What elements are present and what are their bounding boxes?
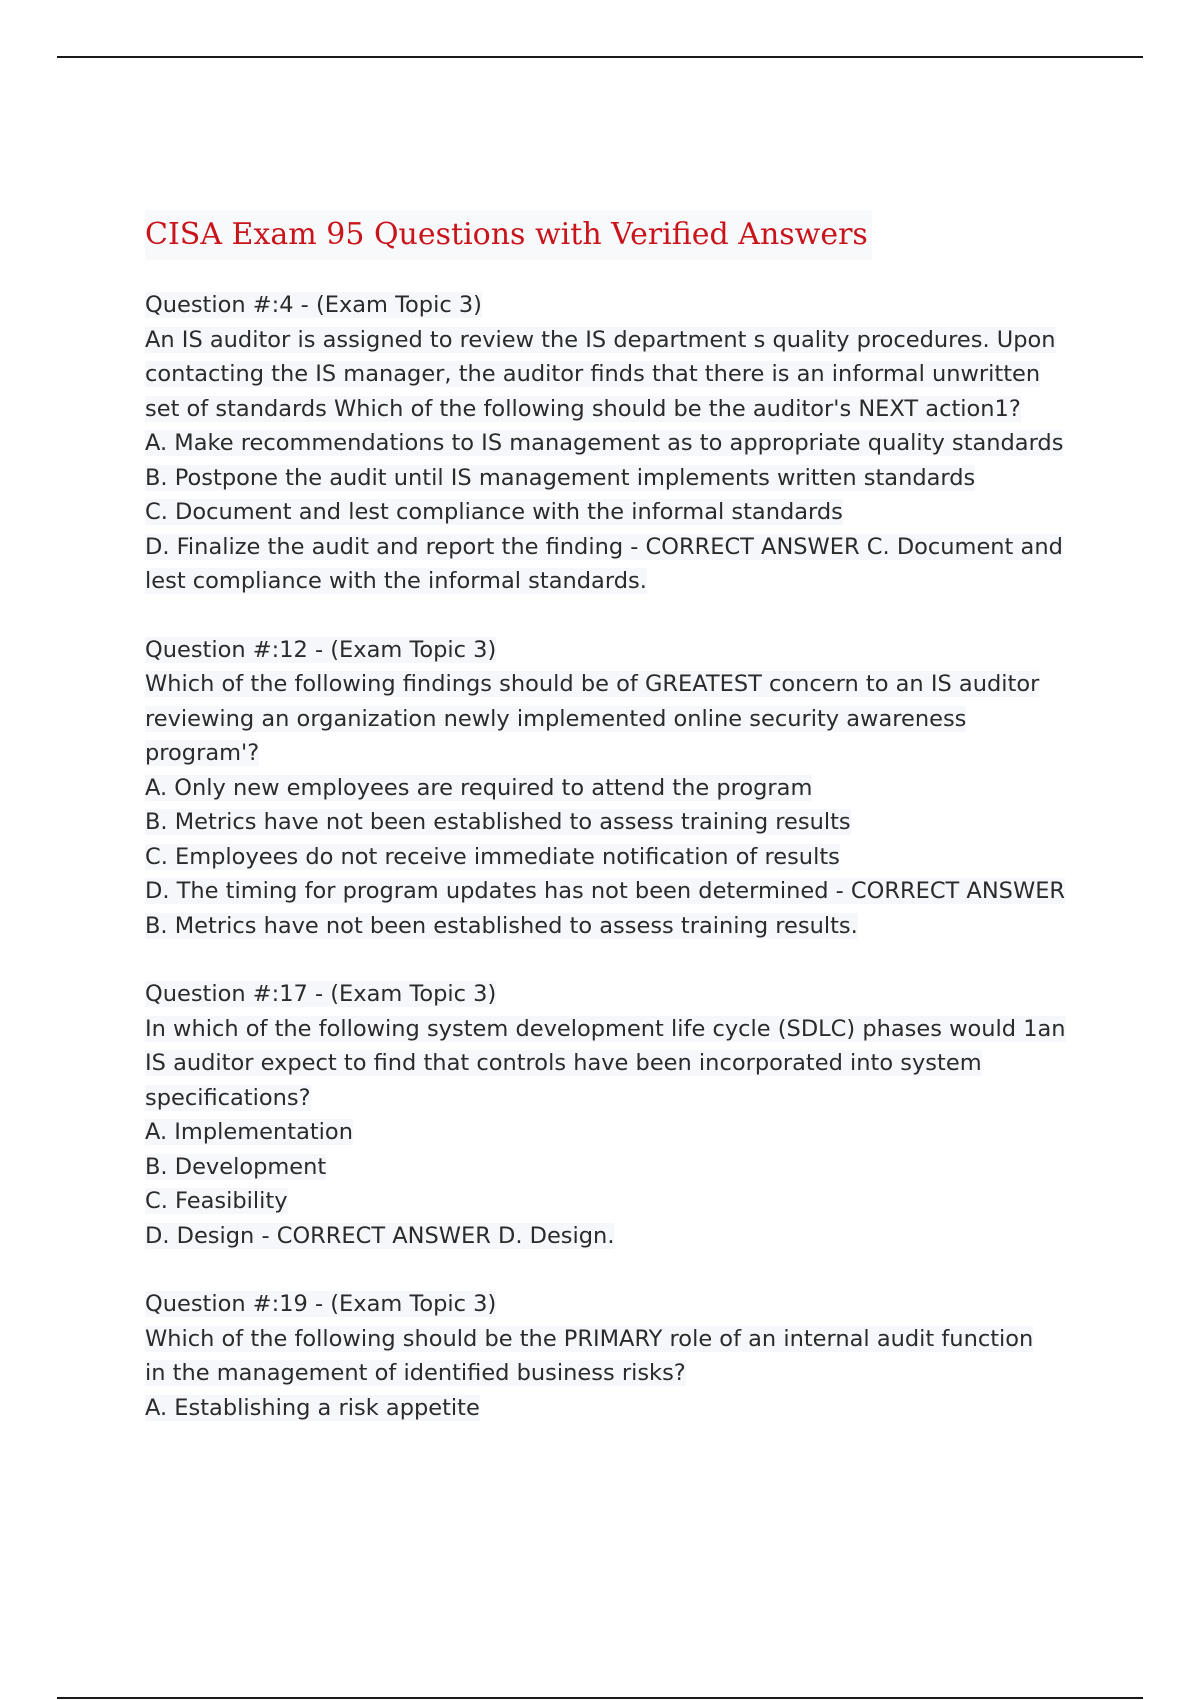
answer-option-c: C. Document and lest compliance with the informal standards [145, 499, 843, 525]
answer-option-d: D. Finalize the audit and report the finding - CORRECT ANSWER C. Document and [145, 533, 1063, 560]
question-text: contacting the IS manager, the auditor finds that there is an informal unwritten [145, 361, 1041, 387]
correct-answer: B. Metrics have not been established to assess training results. [145, 912, 858, 939]
correct-answer: lest compliance with the informal standards. [145, 568, 647, 594]
answer-option-a: A. Implementation [145, 1119, 353, 1145]
question-block-12 [145, 633, 1085, 944]
answer-option-d: D. The timing for program updates has not been determined - CORRECT ANSWER [145, 878, 1066, 904]
answer-option-a: A. Make recommendations to IS management as to appropriate quality standards [145, 430, 1064, 456]
question-text: Which of the following should be the PRIMARY role of an internal audit function [145, 1325, 1034, 1352]
question-text: reviewing an organization newly implemented online security awareness [145, 705, 967, 732]
question-text: program'? [145, 740, 260, 766]
question-block-17 [145, 977, 1085, 1253]
header-rule [57, 56, 1143, 58]
question-block-4 [145, 288, 1085, 599]
question-heading: Question #:19 - (Exam Topic 3) [145, 1291, 497, 1317]
question-heading: Question #:4 - (Exam Topic 3) [145, 292, 482, 318]
document-body [145, 210, 1085, 1459]
question-text: set of standards Which of the following should be the auditor's NEXT action1? [145, 395, 1021, 422]
question-heading: Question #:17 - (Exam Topic 3) [145, 981, 497, 1007]
answer-option-b: B. Metrics have not been established to assess training results [145, 809, 851, 835]
answer-option-c: C. Employees do not receive immediate notification of results [145, 843, 840, 870]
question-text: IS auditor expect to find that controls have been incorporated into system [145, 1050, 982, 1076]
question-text: in the management of identified business risks? [145, 1360, 686, 1386]
question-text: Which of the following findings should be of GREATEST concern to an IS auditor [145, 671, 1040, 697]
answer-option-c: C. Feasibility [145, 1188, 288, 1214]
footer-rule [57, 1697, 1143, 1699]
question-heading: Question #:12 - (Exam Topic 3) [145, 636, 497, 663]
answer-option-d: D. Design - CORRECT ANSWER D. Design. [145, 1222, 615, 1249]
answer-option-a: A. Only new employees are required to attend the program [145, 774, 813, 801]
question-text: In which of the following system development life cycle (SDLC) phases would 1an [145, 1015, 1066, 1042]
document-title: CISA Exam 95 Questions with Verified Answers [145, 210, 872, 260]
question-text: specifications? [145, 1084, 311, 1111]
question-block-19 [145, 1287, 1085, 1425]
answer-option-a: A. Establishing a risk appetite [145, 1394, 480, 1421]
answer-option-b: B. Postpone the audit until IS management implements written standards [145, 464, 976, 491]
answer-option-b: B. Development [145, 1153, 327, 1180]
question-text: An IS auditor is assigned to review the IS department s quality procedures. Upon [145, 326, 1056, 353]
